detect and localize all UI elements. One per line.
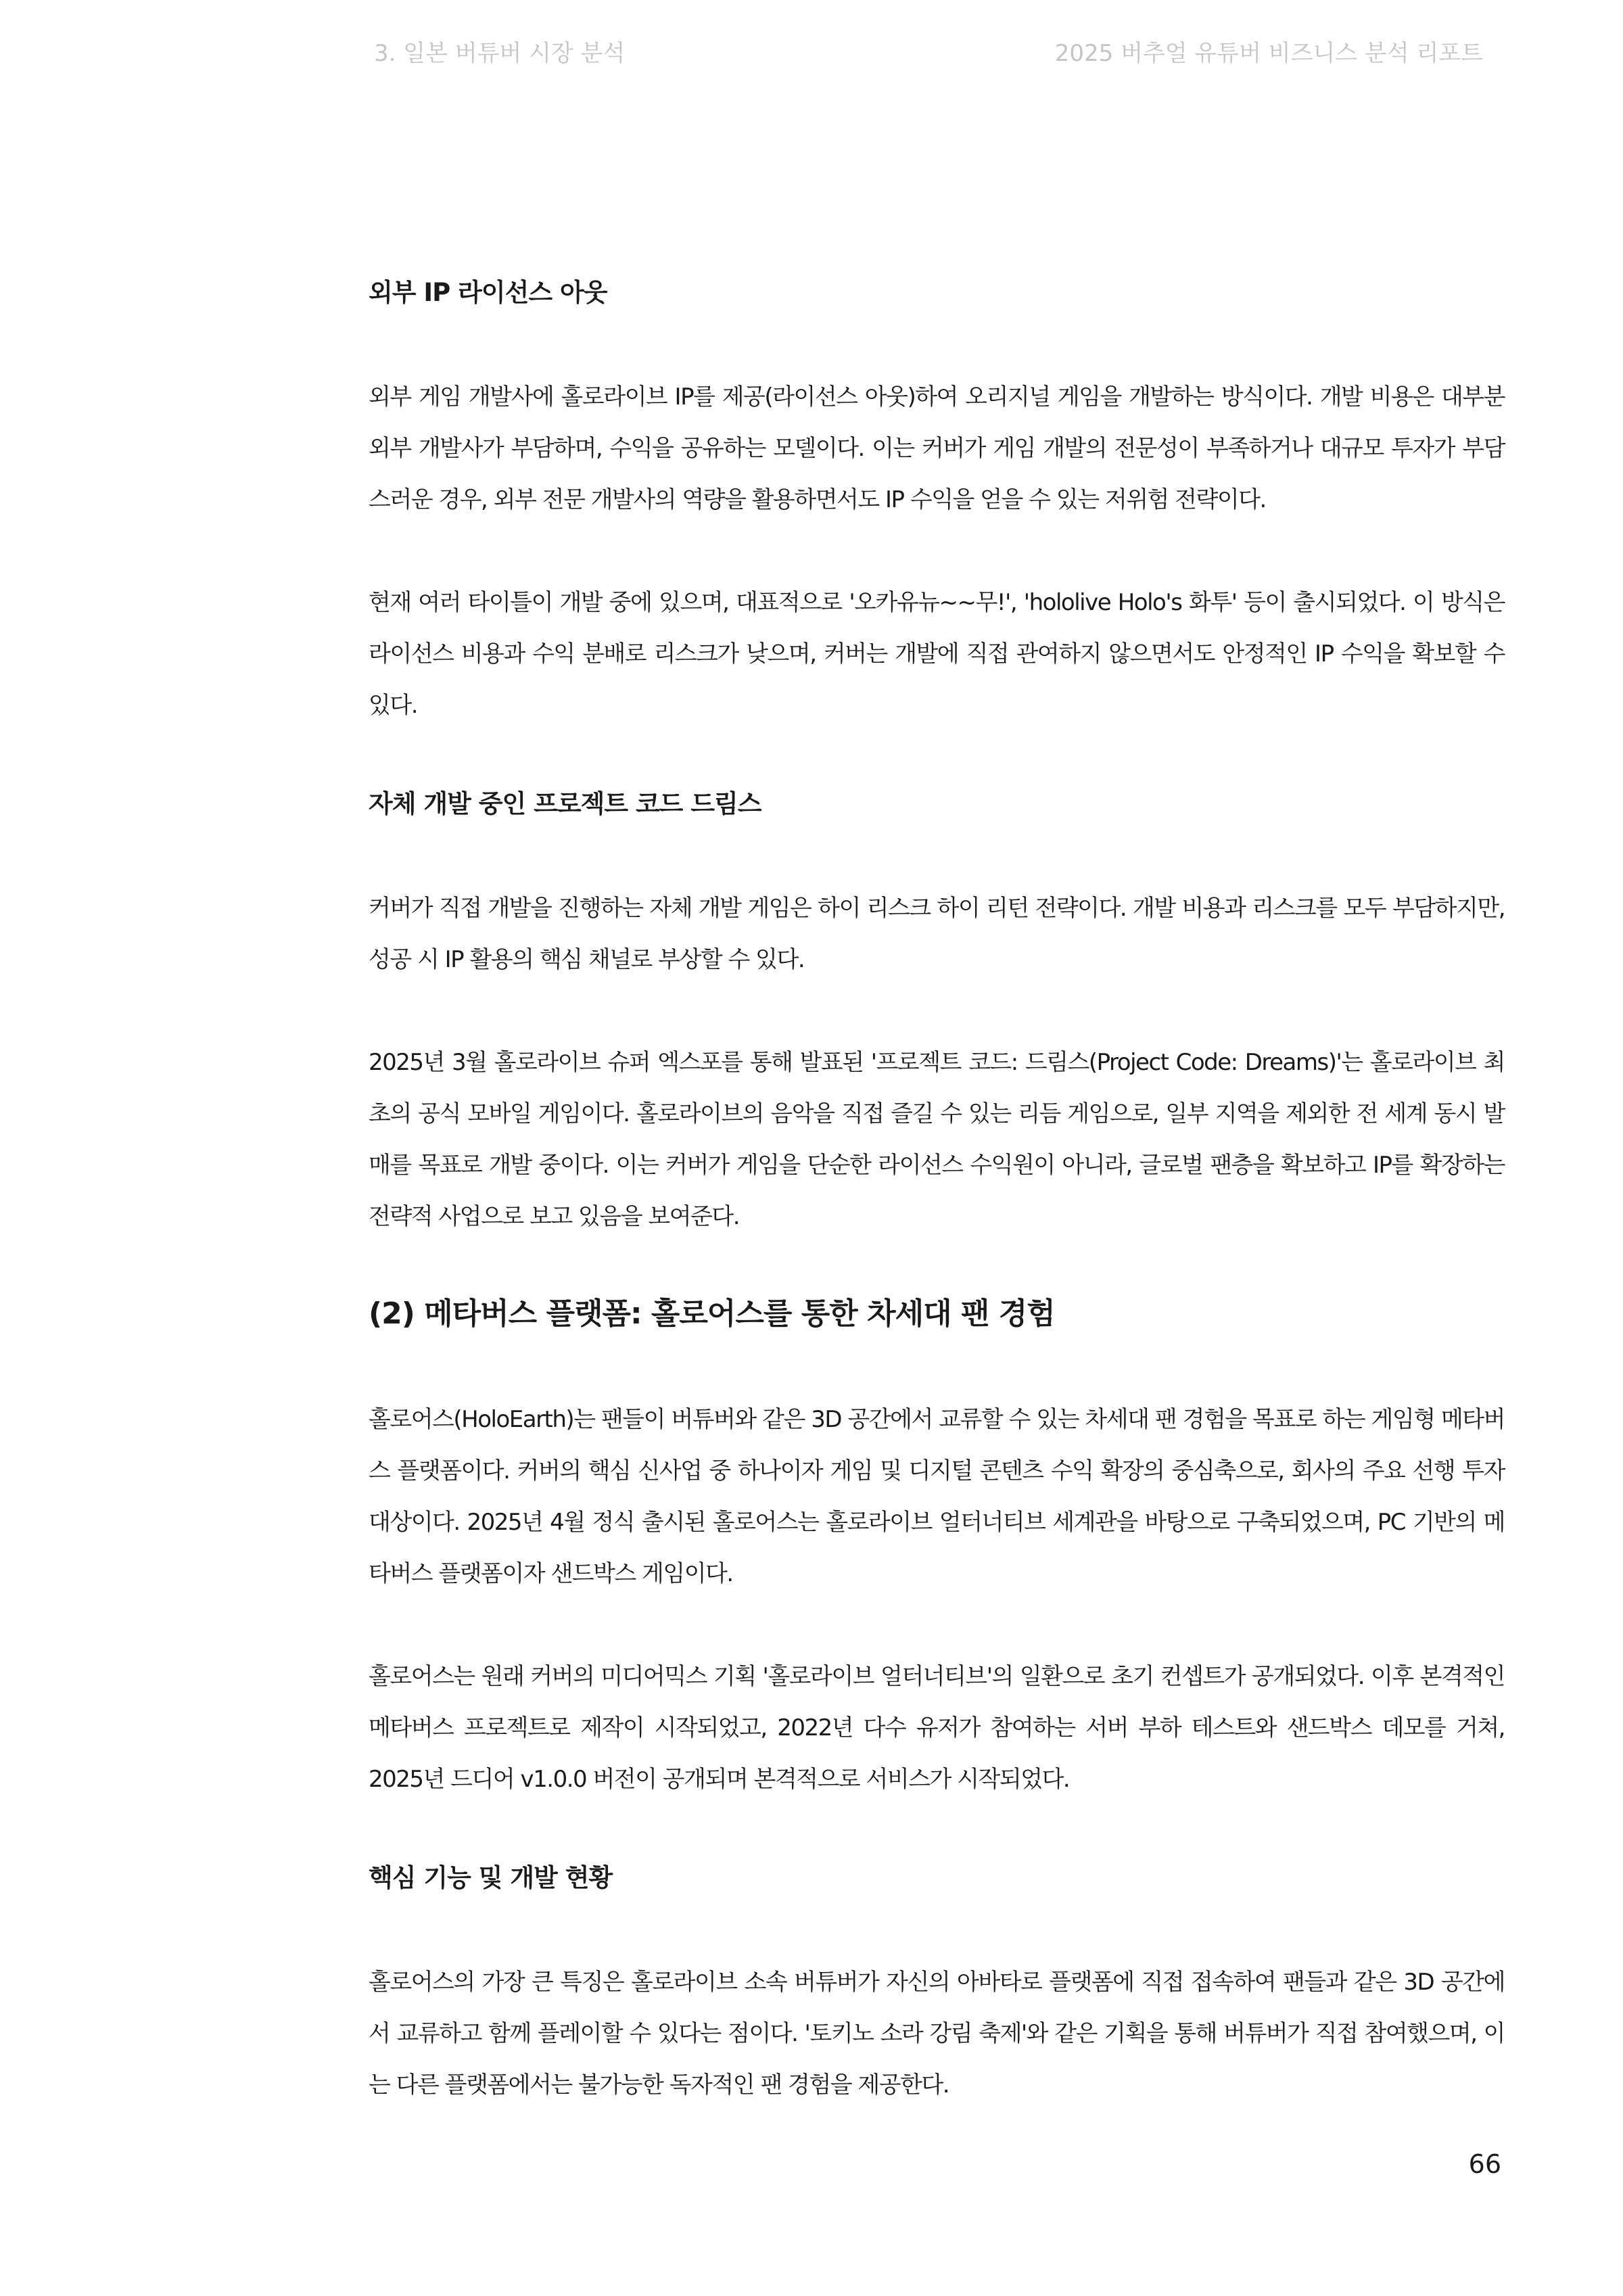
paragraph-license-2: 현재 여러 타이틀이 개발 중에 있으며, 대표적으로 '오카유뉴~~무!', 'hololive Holo's 화투' 등이 출시되었다. 이 방식은 라이선스 비용과 수익 분배로 리스크가 낮으며, 커버는 개발에 직접 관여하지 않으면서도 안정적인 IP 수익을 확보할 수 있다. — [369, 589, 1505, 719]
paragraph-dreams-1: 커버가 직접 개발을 진행하는 자체 개발 게임은 하이 리스크 하이 리턴 전략이다. 개발 비용과 리스크를 모두 부담하지만, 성공 시 IP 활용의 핵심 채널로 부상할 수 있다. — [369, 895, 1505, 973]
page-number: 66 — [1468, 2149, 1501, 2179]
heading-license-out: 외부 IP 라이선스 아웃 — [369, 278, 607, 307]
heading-core-features: 핵심 기능 및 개발 현황 — [369, 1863, 613, 1892]
header-section-title: 3. 일본 버튜버 시장 분석 — [374, 40, 626, 67]
paragraph-license-1: 외부 게임 개발사에 홀로라이브 IP를 제공(라이선스 아웃)하여 오리지널 게임을 개발하는 방식이다. 개발 비용은 대부분 외부 개발사가 부담하며, 수익을 공유하는 모델이다. 이는 커버가 게임 개발의 전문성이 부족하거나 대규모 투자가 부담스러운 경우, 외부 전문 개발사의 역량을 활용하면서도 IP 수익을 얻을 수 있는 저위험 전략이다. — [369, 383, 1505, 513]
heading-project-dreams: 자체 개발 중인 프로젝트 코드 드림스 — [369, 789, 761, 818]
paragraph-features-1: 홀로어스의 가장 큰 특징은 홀로라이브 소속 버튜버가 자신의 아바타로 플랫폼에 직접 접속하여 팬들과 같은 3D 공간에서 교류하고 함께 플레이할 수 있다는 점이다. '토키노 소라 강림 축제'와 같은 기획을 통해 버튜버가 직접 참여했으며, 이는 다른 플랫폼에서는 불가능한 독자적인 팬 경험을 제공한다. — [369, 1969, 1505, 2099]
page-content — [369, 267, 1505, 2111]
running-header — [374, 37, 1483, 70]
heading-metaverse: (2) 메타버스 플랫폼: 홀로어스를 통한 차세대 팬 경험 — [369, 1296, 1055, 1331]
paragraph-dreams-2: 2025년 3월 홀로라이브 슈퍼 엑스포를 통해 발표된 '프로젝트 코드: 드림스(Project Code: Dreams)'는 홀로라이브 최초의 공식 모바일 게임이다. 홀로라이브의 음악을 직접 즐길 수 있는 리듬 게임으로, 일부 지역을 제외한 전 세계 동시 발매를 목표로 개발 중이다. 이는 커버가 게임을 단순한 라이선스 수익원이 아니라, 글로벌 팬층을 확보하고 IP를 확장하는 전략적 사업으로 보고 있음을 보여준다. — [369, 1049, 1505, 1230]
paragraph-metaverse-1: 홀로어스(HoloEarth)는 팬들이 버튜버와 같은 3D 공간에서 교류할 수 있는 차세대 팬 경험을 목표로 하는 게임형 메타버스 플랫폼이다. 커버의 핵심 신사업 중 하나이자 게임 및 디지털 콘텐츠 수익 확장의 중심축으로, 회사의 주요 선행 투자 대상이다. 2025년 4월 정식 출시된 홀로어스는 홀로라이브 얼터너티브 세계관을 바탕으로 구축되었으며, PC 기반의 메타버스 플랫폼이자 샌드박스 게임이다. — [369, 1406, 1505, 1587]
header-report-title: 2025 버추얼 유튜버 비즈니스 분석 리포트 — [1054, 40, 1483, 67]
paragraph-metaverse-2: 홀로어스는 원래 커버의 미디어믹스 기획 '홀로라이브 얼터너티브'의 일환으로 초기 컨셉트가 공개되었다. 이후 본격적인 메타버스 프로젝트로 제작이 시작되었고, 2022년 다수 유저가 참여하는 서버 부하 테스트와 샌드박스 데모를 거쳐, 2025년 드디어 v1.0.0 버전이 공개되며 본격적으로 서비스가 시작되었다. — [369, 1663, 1505, 1793]
